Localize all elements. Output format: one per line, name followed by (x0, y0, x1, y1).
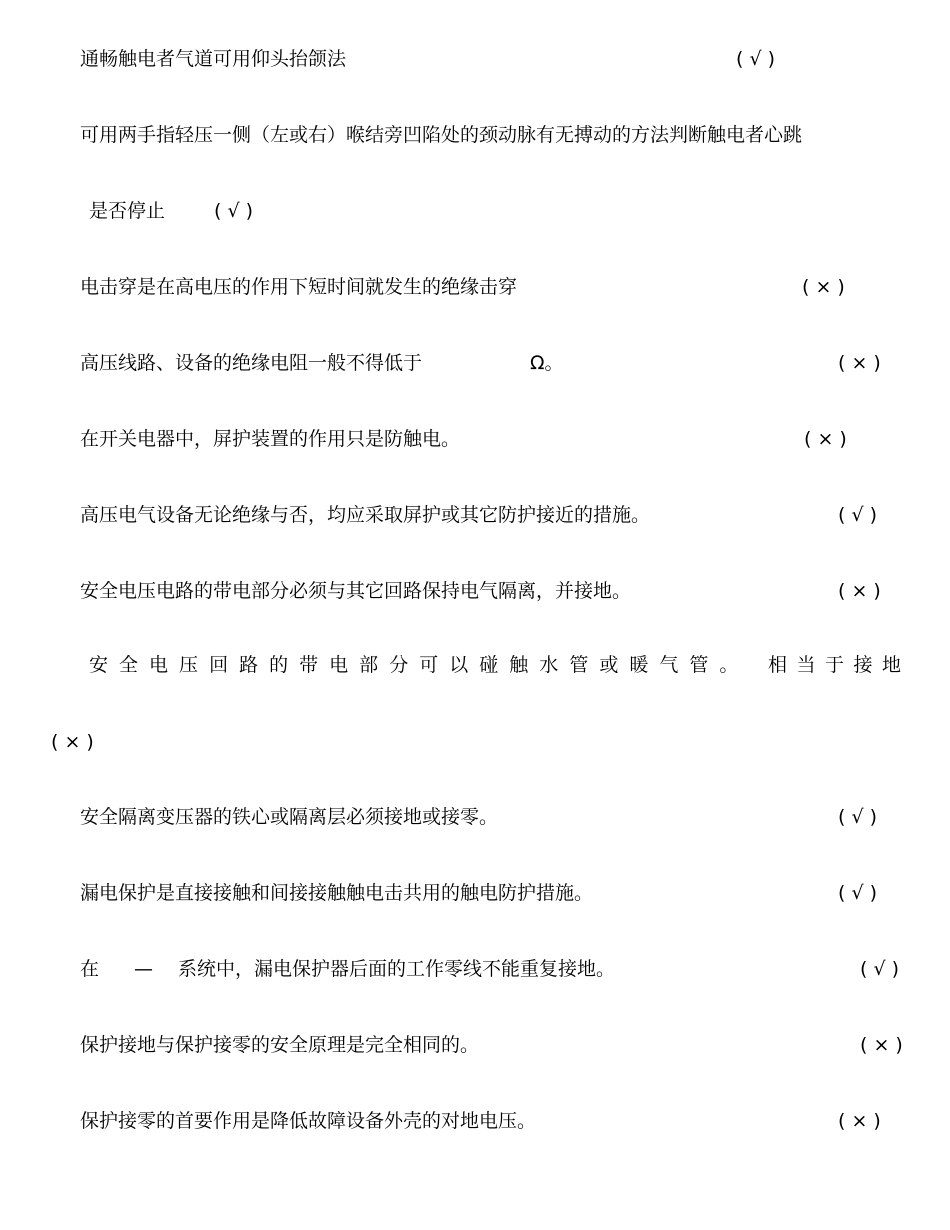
statement-text: 系统中，漏电保护器后面的工作零线不能重复接地。 (178, 958, 616, 980)
statement-prefix: 在 (80, 958, 100, 980)
statement-text: 可用两手指轻压一侧（左或右）喉结旁凹陷处的颈动脉有无搏动的方法判断触电者心跳 (80, 124, 803, 146)
answer-mark: ( √ ) (860, 958, 900, 980)
statement-text: 高压线路、设备的绝缘电阻一般不得低于 (80, 352, 423, 374)
answer-mark: ( √ ) (838, 882, 878, 904)
answer-mark: ( × ) (838, 580, 881, 602)
answer-mark: ( × ) (804, 428, 847, 450)
answer-mark: ( √ ) (214, 200, 254, 222)
statement-text: 在开关电器中，屏护装置的作用只是防触电。 (80, 428, 461, 450)
statement-text: 保护接地与保护接零的安全原理是完全相同的。 (80, 1034, 480, 1056)
statement-text: 安全电压回路的带电部分可以碰触水管或暖气管。 (89, 654, 750, 676)
statement-text: 漏电保护是直接接触和间接接触触电击共用的触电防护措施。 (80, 882, 594, 904)
answer-mark: ( × ) (860, 1034, 903, 1056)
answer-mark: ( × ) (838, 352, 881, 374)
statement-text: 安全电压电路的带电部分必须与其它回路保持电气隔离，并接地。 (80, 580, 632, 602)
answer-mark: ( × ) (51, 731, 94, 753)
statement-text: 电击穿是在高电压的作用下短时间就发生的绝缘击穿 (80, 276, 518, 298)
statement-text: 通畅触电者气道可用仰头抬颌法 (80, 48, 347, 70)
unit-text: Ω。 (530, 352, 564, 374)
statement-text: 高压电气设备无论绝缘与否，均应采取屏护或其它防护接近的措施。 (80, 504, 651, 526)
statement-text: 安全隔离变压器的铁心或隔离层必须接地或接零。 (80, 806, 499, 828)
answer-mark: ( √ ) (838, 504, 878, 526)
statement-dash: — (134, 958, 153, 980)
answer-mark: ( √ ) (736, 48, 776, 70)
statement-tail: 相当于接地 (768, 654, 911, 676)
answer-mark: ( × ) (838, 1110, 881, 1132)
answer-mark: ( × ) (802, 276, 845, 298)
statement-text: 是否停止 (89, 200, 166, 222)
answer-mark: ( √ ) (838, 806, 878, 828)
statement-text: 保护接零的首要作用是降低故障设备外壳的对地电压。 (80, 1110, 537, 1132)
